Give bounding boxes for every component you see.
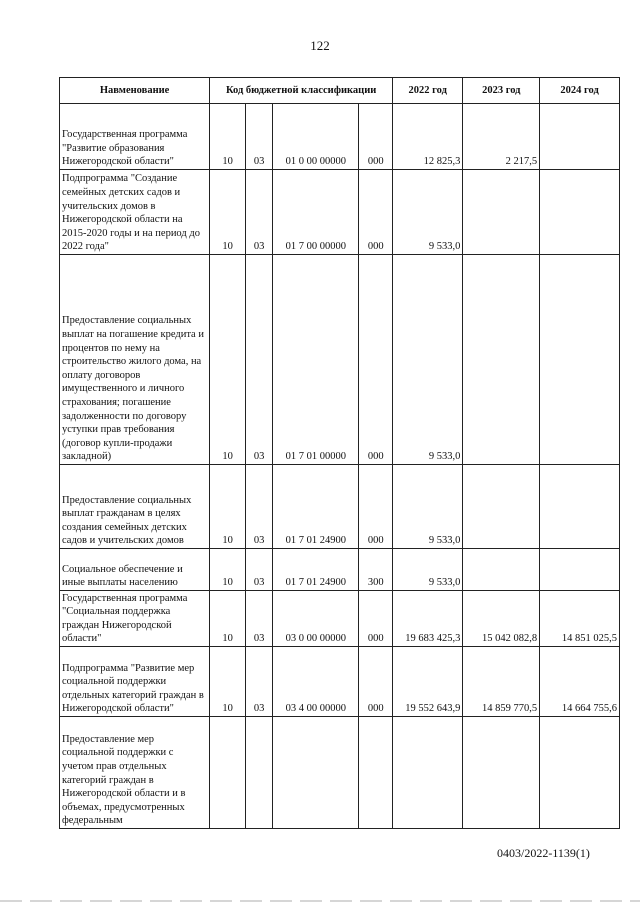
cell-2024: [540, 465, 620, 549]
header-2022: 2022 год: [393, 78, 463, 104]
cell-target-article: 01 7 00 00000: [273, 170, 359, 255]
cell-name: Предоставление социальных выплат на погашение кредита и процентов по нему на строительство жилого дома, на оплату договоров имущественного и личного страхования; погашение задолженности по договору уступки прав требования (договор купли-продажи закладной): [60, 255, 210, 465]
cell-target-article: 03 4 00 00000: [273, 647, 359, 717]
table-row: [60, 591, 620, 647]
cell-subsection: 03: [245, 591, 272, 647]
cell-expense-type: 000: [359, 255, 393, 465]
table-header-row: [60, 78, 620, 104]
cell-2024: [540, 104, 620, 170]
cell-2024: [540, 255, 620, 465]
scan-edge-line: [0, 900, 640, 902]
table-row: [60, 549, 620, 591]
cell-2023: 2 217,5: [463, 104, 540, 170]
cell-name: Государственная программа "Социальная поддержка граждан Нижегородской области": [60, 591, 210, 647]
cell-expense-type: 000: [359, 465, 393, 549]
cell-name: Предоставление социальных выплат гражданам в целях создания семейных детских садов и учительских домов: [60, 465, 210, 549]
cell-2023: [463, 717, 540, 829]
cell-section: 10: [210, 647, 246, 717]
cell-2022: 9 533,0: [393, 549, 463, 591]
cell-target-article: 01 7 01 00000: [273, 255, 359, 465]
cell-2022: 9 533,0: [393, 465, 463, 549]
cell-expense-type: 000: [359, 647, 393, 717]
cell-expense-type: 000: [359, 170, 393, 255]
cell-target-article: 01 7 01 24900: [273, 465, 359, 549]
cell-section: 10: [210, 549, 246, 591]
page-number: 122: [310, 38, 330, 53]
cell-expense-type: 300: [359, 549, 393, 591]
header-2023: 2023 год: [463, 78, 540, 104]
cell-2023: [463, 170, 540, 255]
cell-expense-type: 000: [359, 591, 393, 647]
table-row: [60, 465, 620, 549]
cell-2022: [393, 717, 463, 829]
cell-subsection: 03: [245, 647, 272, 717]
cell-target-article: 01 7 01 24900: [273, 549, 359, 591]
cell-2023: [463, 255, 540, 465]
cell-section: 10: [210, 104, 246, 170]
cell-target-article: 03 0 00 00000: [273, 591, 359, 647]
cell-subsection: 03: [245, 104, 272, 170]
cell-2023: [463, 549, 540, 591]
cell-section: 10: [210, 465, 246, 549]
cell-section: 10: [210, 255, 246, 465]
cell-target-article: [273, 717, 359, 829]
cell-subsection: 03: [245, 465, 272, 549]
cell-2024: [540, 170, 620, 255]
table-body: [60, 104, 620, 829]
cell-name: Предоставление мер социальной поддержки с учетом прав отдельных категорий граждан в Нижегородской области и в объемах, предусмотренных федеральным: [60, 717, 210, 829]
table-row: [60, 170, 620, 255]
table-row: [60, 255, 620, 465]
header-code: Код бюджетной классификации: [210, 78, 393, 104]
budget-table: [59, 77, 620, 829]
cell-subsection: 03: [245, 255, 272, 465]
cell-name: Подпрограмма "Развитие мер социальной поддержки отдельных категорий граждан в Нижегородской области": [60, 647, 210, 717]
table-row: [60, 647, 620, 717]
cell-2023: 14 859 770,5: [463, 647, 540, 717]
cell-expense-type: [359, 717, 393, 829]
document-code: 0403/2022-1139(1): [497, 846, 590, 860]
cell-section: 10: [210, 170, 246, 255]
cell-2022: 19 683 425,3: [393, 591, 463, 647]
cell-2024: [540, 717, 620, 829]
cell-section: 10: [210, 591, 246, 647]
table-row: [60, 717, 620, 829]
header-2024: 2024 год: [540, 78, 620, 104]
cell-name: Подпрограмма "Создание семейных детских садов и учительских домов в Нижегородской области на 2015-2020 годы и на период до 2022 года": [60, 170, 210, 255]
cell-2022: 19 552 643,9: [393, 647, 463, 717]
cell-name: Государственная программа "Развитие образования Нижегородской области": [60, 104, 210, 170]
cell-2022: 9 533,0: [393, 255, 463, 465]
cell-subsection: [245, 717, 272, 829]
cell-2024: 14 851 025,5: [540, 591, 620, 647]
cell-target-article: 01 0 00 00000: [273, 104, 359, 170]
cell-2022: 9 533,0: [393, 170, 463, 255]
cell-2022: 12 825,3: [393, 104, 463, 170]
cell-2023: 15 042 082,8: [463, 591, 540, 647]
header-name: Навменование: [60, 78, 210, 104]
cell-section: [210, 717, 246, 829]
cell-expense-type: 000: [359, 104, 393, 170]
cell-name: Социальное обеспечение и иные выплаты населению: [60, 549, 210, 591]
cell-subsection: 03: [245, 549, 272, 591]
table-row: [60, 104, 620, 170]
cell-2024: 14 664 755,6: [540, 647, 620, 717]
cell-2023: [463, 465, 540, 549]
cell-2024: [540, 549, 620, 591]
cell-subsection: 03: [245, 170, 272, 255]
